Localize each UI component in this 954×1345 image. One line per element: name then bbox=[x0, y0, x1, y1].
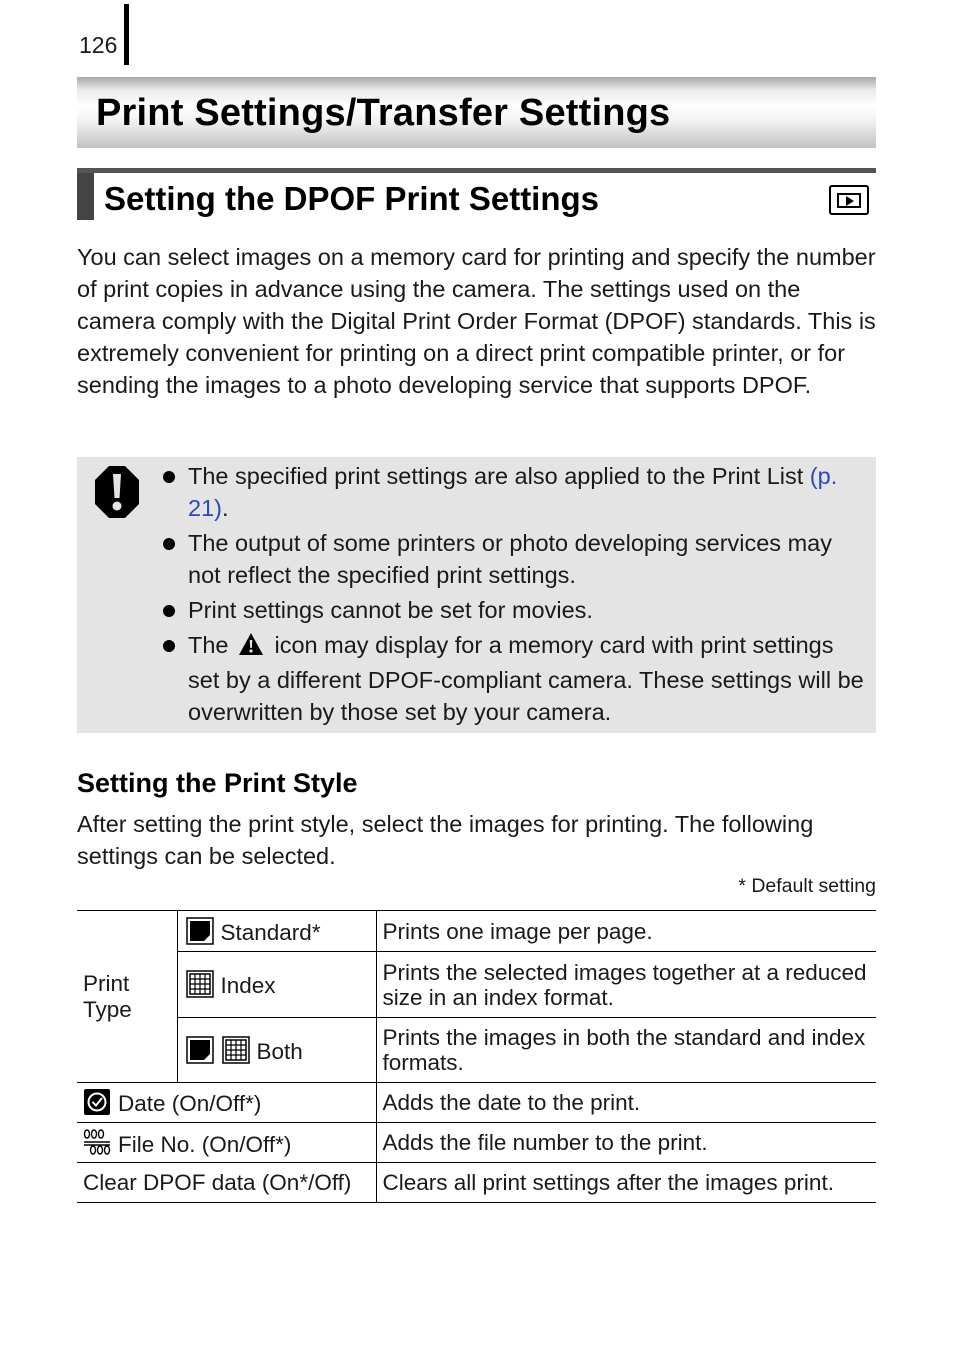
index-print-icon bbox=[186, 970, 214, 998]
caution-item-suffix: . bbox=[221, 495, 229, 521]
option-cell bbox=[77, 1083, 376, 1123]
description-cell: Prints the images in both the standard and index formats. bbox=[376, 1018, 876, 1083]
section-title: Setting the DPOF Print Settings bbox=[104, 180, 600, 217]
print-type-label: Print Type bbox=[77, 911, 177, 1083]
intro-paragraph: You can select images on a memory card for printing and specify the number of print copies in advance using the camera. The settings used on the camera comply with the Digital Print Order Format (DPOF) standards. This is extremely convenient for printing on a direct print compatible printer, or for sending the images to a photo developing service that supports DPOF. bbox=[77, 244, 876, 398]
table-row bbox=[77, 911, 876, 952]
option-label: Standard* bbox=[220, 919, 321, 945]
description-cell: Prints one image per page. bbox=[376, 911, 876, 952]
bullet-icon bbox=[163, 538, 175, 550]
description-cell: Clears all print settings after the images print. bbox=[376, 1163, 876, 1203]
subsection-paragraph: After setting the print style, select the images for printing. The following settings can be selected. bbox=[77, 811, 814, 869]
caution-list bbox=[161, 460, 871, 731]
option-label: Index bbox=[220, 973, 276, 998]
option-cell bbox=[177, 1018, 376, 1083]
date-clock-icon bbox=[83, 1088, 111, 1116]
caution-item-text: The bbox=[188, 632, 229, 658]
section-header bbox=[77, 168, 876, 220]
caution-item bbox=[161, 460, 871, 524]
chapter-title-bar bbox=[77, 77, 876, 148]
chapter-title: Print Settings/Transfer Settings bbox=[96, 92, 671, 134]
table-row bbox=[77, 1163, 876, 1203]
table-row bbox=[77, 1123, 876, 1163]
default-setting-note: * Default setting bbox=[738, 875, 876, 897]
table-row bbox=[77, 1018, 876, 1083]
file-number-icon bbox=[83, 1127, 111, 1157]
caution-item bbox=[161, 629, 871, 728]
option-label: Date (On/Off*) bbox=[118, 1091, 262, 1116]
page-21-link[interactable]: (p. 21) bbox=[188, 463, 838, 521]
description-cell: Adds the file number to the print. bbox=[376, 1123, 876, 1163]
description-cell: Adds the date to the print. bbox=[376, 1083, 876, 1123]
caution-item bbox=[161, 594, 871, 626]
option-cell bbox=[177, 911, 376, 952]
warning-triangle-icon bbox=[238, 632, 264, 656]
option-cell bbox=[177, 952, 376, 1018]
caution-box bbox=[77, 457, 876, 733]
option-label: File No. (On/Off*) bbox=[118, 1132, 292, 1157]
option-label: Both bbox=[256, 1038, 303, 1064]
option-cell bbox=[77, 1123, 376, 1163]
bullet-icon bbox=[163, 605, 175, 617]
caution-item bbox=[161, 527, 871, 591]
page-number: 126 bbox=[79, 32, 118, 58]
option-cell: Clear DPOF data (On*/Off) bbox=[77, 1163, 376, 1203]
caution-item-text: The specified print settings are also applied to the Print List bbox=[188, 463, 810, 489]
standard-print-icon bbox=[186, 917, 214, 945]
subsection-title: Setting the Print Style bbox=[77, 768, 358, 798]
caution-item-text: Print settings cannot be set for movies. bbox=[188, 597, 593, 623]
table-row bbox=[77, 952, 876, 1018]
print-settings-table bbox=[77, 910, 876, 1203]
section-marker bbox=[77, 173, 94, 220]
caution-item-text: The output of some printers or photo developing services may not reflect the specified print settings. bbox=[188, 530, 832, 588]
both-print-icon bbox=[186, 1036, 250, 1064]
caution-exclamation-icon bbox=[89, 464, 145, 520]
bullet-icon bbox=[163, 640, 175, 652]
page-number-rule bbox=[124, 4, 129, 65]
bullet-icon bbox=[163, 471, 175, 483]
caution-item-text: icon may display for a memory card with print settings set by a different DPOF-compliant camera. These settings will be overwritten by those set by your camera. bbox=[188, 632, 864, 725]
playback-mode-icon bbox=[829, 185, 869, 215]
description-cell: Prints the selected images together at a reduced size in an index format. bbox=[376, 952, 876, 1018]
table-row bbox=[77, 1083, 876, 1123]
